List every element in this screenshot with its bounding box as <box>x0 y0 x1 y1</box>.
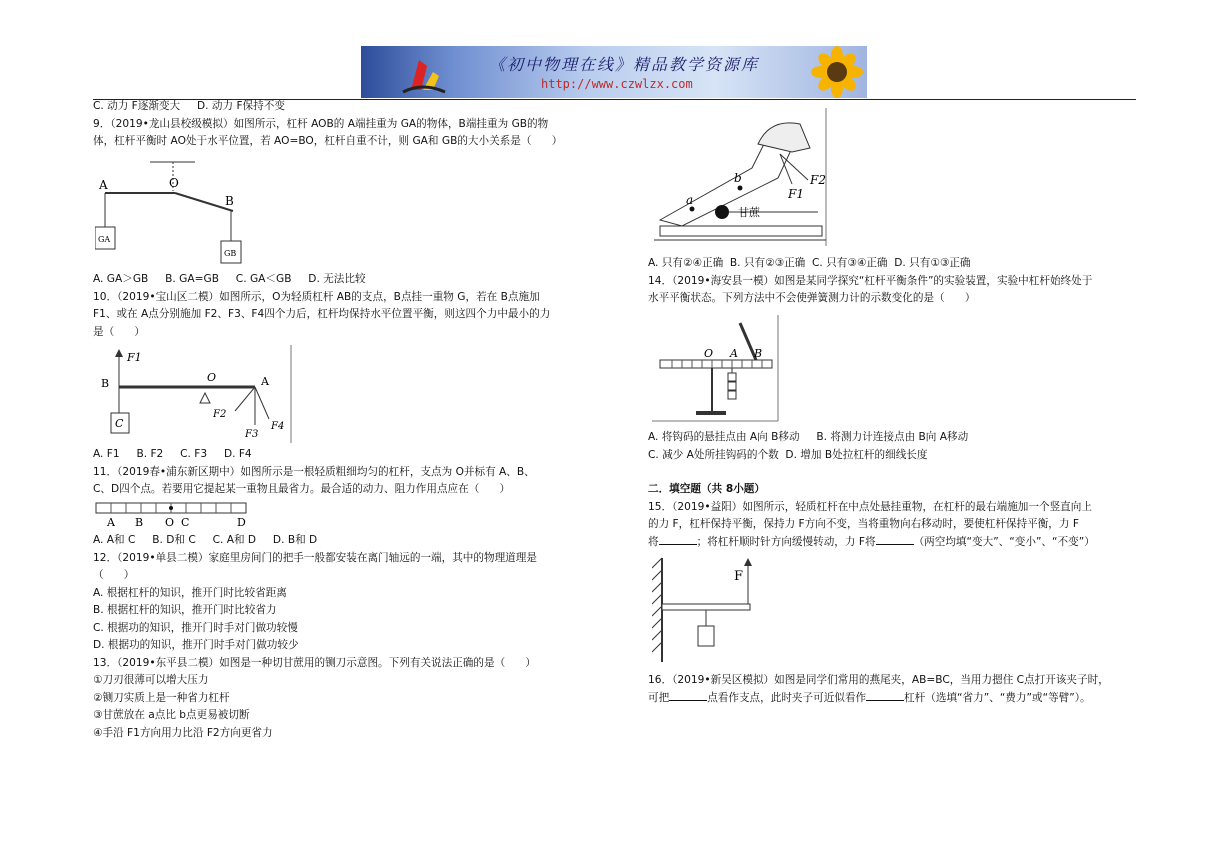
q14-options-cd: C. 减少 A处所挂钩码的个数 D. 增加 B处拉杠杆的细线长度 <box>648 448 928 461</box>
fig11-label-D: D <box>237 516 246 529</box>
q15-line3-part2: ；将杠杆顺时针方向缓慢转动，力 F将 <box>696 535 876 548</box>
fig10-label-F2: F2 <box>213 409 227 420</box>
fig11-label-C: C <box>181 516 190 529</box>
right-column-4 <box>648 672 1148 707</box>
q14-line1: 14．（2019•海安县一模）如图是某同学探究“杠杆平衡条件”的实验装置，实验中杠杆始终处于 <box>648 274 1093 287</box>
header-banner <box>361 46 867 98</box>
figure-q14-lever-experiment <box>652 315 780 423</box>
fig13-label-F1: F1 <box>788 187 804 201</box>
fig11-label-B: B <box>135 516 144 529</box>
fig10-label-F3: F3 <box>245 429 259 440</box>
q13-statement-4: ④手沿 F1方向用力比沿 F2方向更省力 <box>93 726 273 739</box>
fig9-label-O: O <box>169 176 179 190</box>
q13-statement-2: ②铡刀实质上是一种省力杠杆 <box>93 691 230 704</box>
fig9-label-GA: GA <box>98 235 111 244</box>
fig15-label-F: F <box>734 569 744 584</box>
right-column-2 <box>648 429 1148 464</box>
fig13-label-b: b <box>734 171 742 185</box>
figure-q11-bar <box>95 501 250 531</box>
fig9-label-GB: GB <box>224 249 237 258</box>
q13-statement-1: ①刀刃很薄可以增大压力 <box>93 674 209 686</box>
q16-line1: 16．（2019•新吴区模拟）如图是同学们常用的燕尾夹，AB=BC，当用力摁住 C点打开该夹子时， <box>648 674 1109 686</box>
q15-line2: 的力 F，杠杆保持平衡，保持力 F方向不变，当将重物向右移动时，要使杠杆保持平衡，力 F <box>648 518 1079 530</box>
right-column-1 <box>648 255 1148 308</box>
q16-line2-part1: 可把 <box>648 691 670 704</box>
banner-url: http://www.czwlzx.com <box>541 77 693 91</box>
fig10-label-C: C <box>115 417 124 430</box>
fig9-label-B: B <box>225 194 234 208</box>
q12-option-d: D. 根据功的知识，推开门时手对门做功较少 <box>93 639 299 651</box>
fig9-label-A: A <box>99 178 108 192</box>
logo-icon <box>393 46 453 98</box>
q16-line2 <box>648 690 1148 708</box>
q14-line2: 水平平衡状态。下列方法中不会使弹簧测力计的示数变化的是（ ） <box>648 292 976 304</box>
q10-line3: 是（ ） <box>93 325 145 338</box>
q14-options-ab: A. 将钩码的悬挂点由 A向 B移动 B. 将测力计连接点由 B向 A移动 <box>648 431 969 443</box>
q9-options: A. GA＞GB B. GA=GB C. GA＜GB D. 无法比较 <box>93 273 366 285</box>
fig10-label-O: O <box>207 371 217 384</box>
q12-option-c: C. 根据功的知识，推开门时手对门做功较慢 <box>93 621 298 634</box>
fig10-label-B: B <box>101 377 110 390</box>
fig13-label-F2: F2 <box>810 173 826 187</box>
q9-line1: 9．（2019•龙山县校级模拟）如图所示，杠杆 AOB的 A端挂重为 GA的物体，B端挂重为 GB的物 <box>93 117 549 130</box>
banner-title: 《初中物理在线》精品教学资源库 <box>489 55 760 74</box>
q11-options: A. A和 C B. D和 C C. A和 D D. B和 D <box>93 534 318 546</box>
fig10-label-A: A <box>261 375 269 388</box>
fig14-label-O: O <box>704 347 714 360</box>
fig11-label-A: A <box>107 516 115 529</box>
fig10-label-F1: F1 <box>127 351 142 364</box>
q16-line2-part3: 杠杆（选填“省力”、“费力”或“等臂”）。 <box>904 691 1091 704</box>
q13-options: A. 只有②④正确 B. 只有②③正确 C. 只有③④正确 D. 只有①③正确 <box>648 257 971 269</box>
q8-options-tail: C. 动力 F逐渐变大 D. 动力 F保持不变 <box>93 100 285 112</box>
left-column <box>93 98 593 151</box>
figure-q15-wall-lever <box>652 556 764 664</box>
left-column-3 <box>93 446 593 499</box>
section-fill-in-title: 二．填空题（共 8小题） <box>648 483 765 495</box>
right-column-3 <box>648 481 1148 551</box>
q12-line1: 12．（2019•单县二模）家庭里房间门的把手一般都安装在离门轴远的一端，其中的物理道理是 <box>93 551 537 564</box>
q9-line2: 体，杠杆平衡时 AO处于水平位置，若 AO=BO，杠杆自重不计，则 GA和 GB的大小关系是（ ） <box>93 135 563 147</box>
q16-line2-part2: 点看作支点，此时夹子可近似看作 <box>707 691 867 704</box>
q12-option-b: B. 根据杠杆的知识，推开门时比较省力 <box>93 604 277 616</box>
q11-line1: 11．（2019春•浦东新区期中）如图所示是一根轻质粗细均匀的杠杆，支点为 O并标有 A、B、 <box>93 465 535 478</box>
q15-line3-part1: 将 <box>648 535 659 548</box>
q15-line1: 15．（2019•益阳）如图所示，轻质杠杆在中点处悬挂重物，在杠杆的最右端施加一个竖直向上 <box>648 500 1092 513</box>
left-column-2 <box>93 271 593 341</box>
q12-option-a: A. 根据杠杆的知识，推开门时比较省距离 <box>93 586 287 599</box>
q13-statement-3: ③甘蔗放在 a点比 b点更易被切断 <box>93 709 250 721</box>
fig13-label-cane: 甘蔗 <box>738 206 760 219</box>
q15-line3-part3: （两空均填“变大”、“变小”、“不变”） <box>913 535 1095 548</box>
figure-q9-lever <box>95 155 245 267</box>
q12-line2: （ ） <box>93 569 135 581</box>
q15-blank-2[interactable] <box>876 534 914 545</box>
fig11-label-O: O <box>165 516 175 529</box>
figure-q10-lever <box>95 345 293 443</box>
q10-line2: F1、或在 A点分别施加 F2、F3、F4四个力后，杠杆均保持水平位置平衡，则这四个力中最小的力 <box>93 308 551 320</box>
fig13-label-a: a <box>686 193 694 207</box>
q15-line3 <box>648 534 1148 552</box>
q16-blank-1[interactable] <box>669 690 707 701</box>
fig14-label-A: A <box>730 347 738 360</box>
q13-line1: 13．（2019•东平县二模）如图是一种切甘蔗用的铡刀示意图。下列有关说法正确的是（ ） <box>93 656 536 669</box>
fig14-label-B: B <box>754 347 763 360</box>
q10-options: A. F1 B. F2 C. F3 D. F4 <box>93 448 252 460</box>
left-column-4 <box>93 532 593 742</box>
q10-line1: 10．（2019•宝山区二模）如图所示，O为轻质杠杆 AB的支点，B点挂一重物 G，若在 B点施加 <box>93 290 540 303</box>
figure-q13-cane-cutter <box>652 108 828 248</box>
q15-blank-1[interactable] <box>659 534 697 545</box>
fig10-label-F4: F4 <box>271 421 285 432</box>
sunflower-icon <box>807 46 867 98</box>
q16-blank-2[interactable] <box>866 690 904 701</box>
q11-line2: C、D四个点。若要用它提起某一重物且最省力。最合适的动力、阻力作用点应在（ ） <box>93 483 511 495</box>
